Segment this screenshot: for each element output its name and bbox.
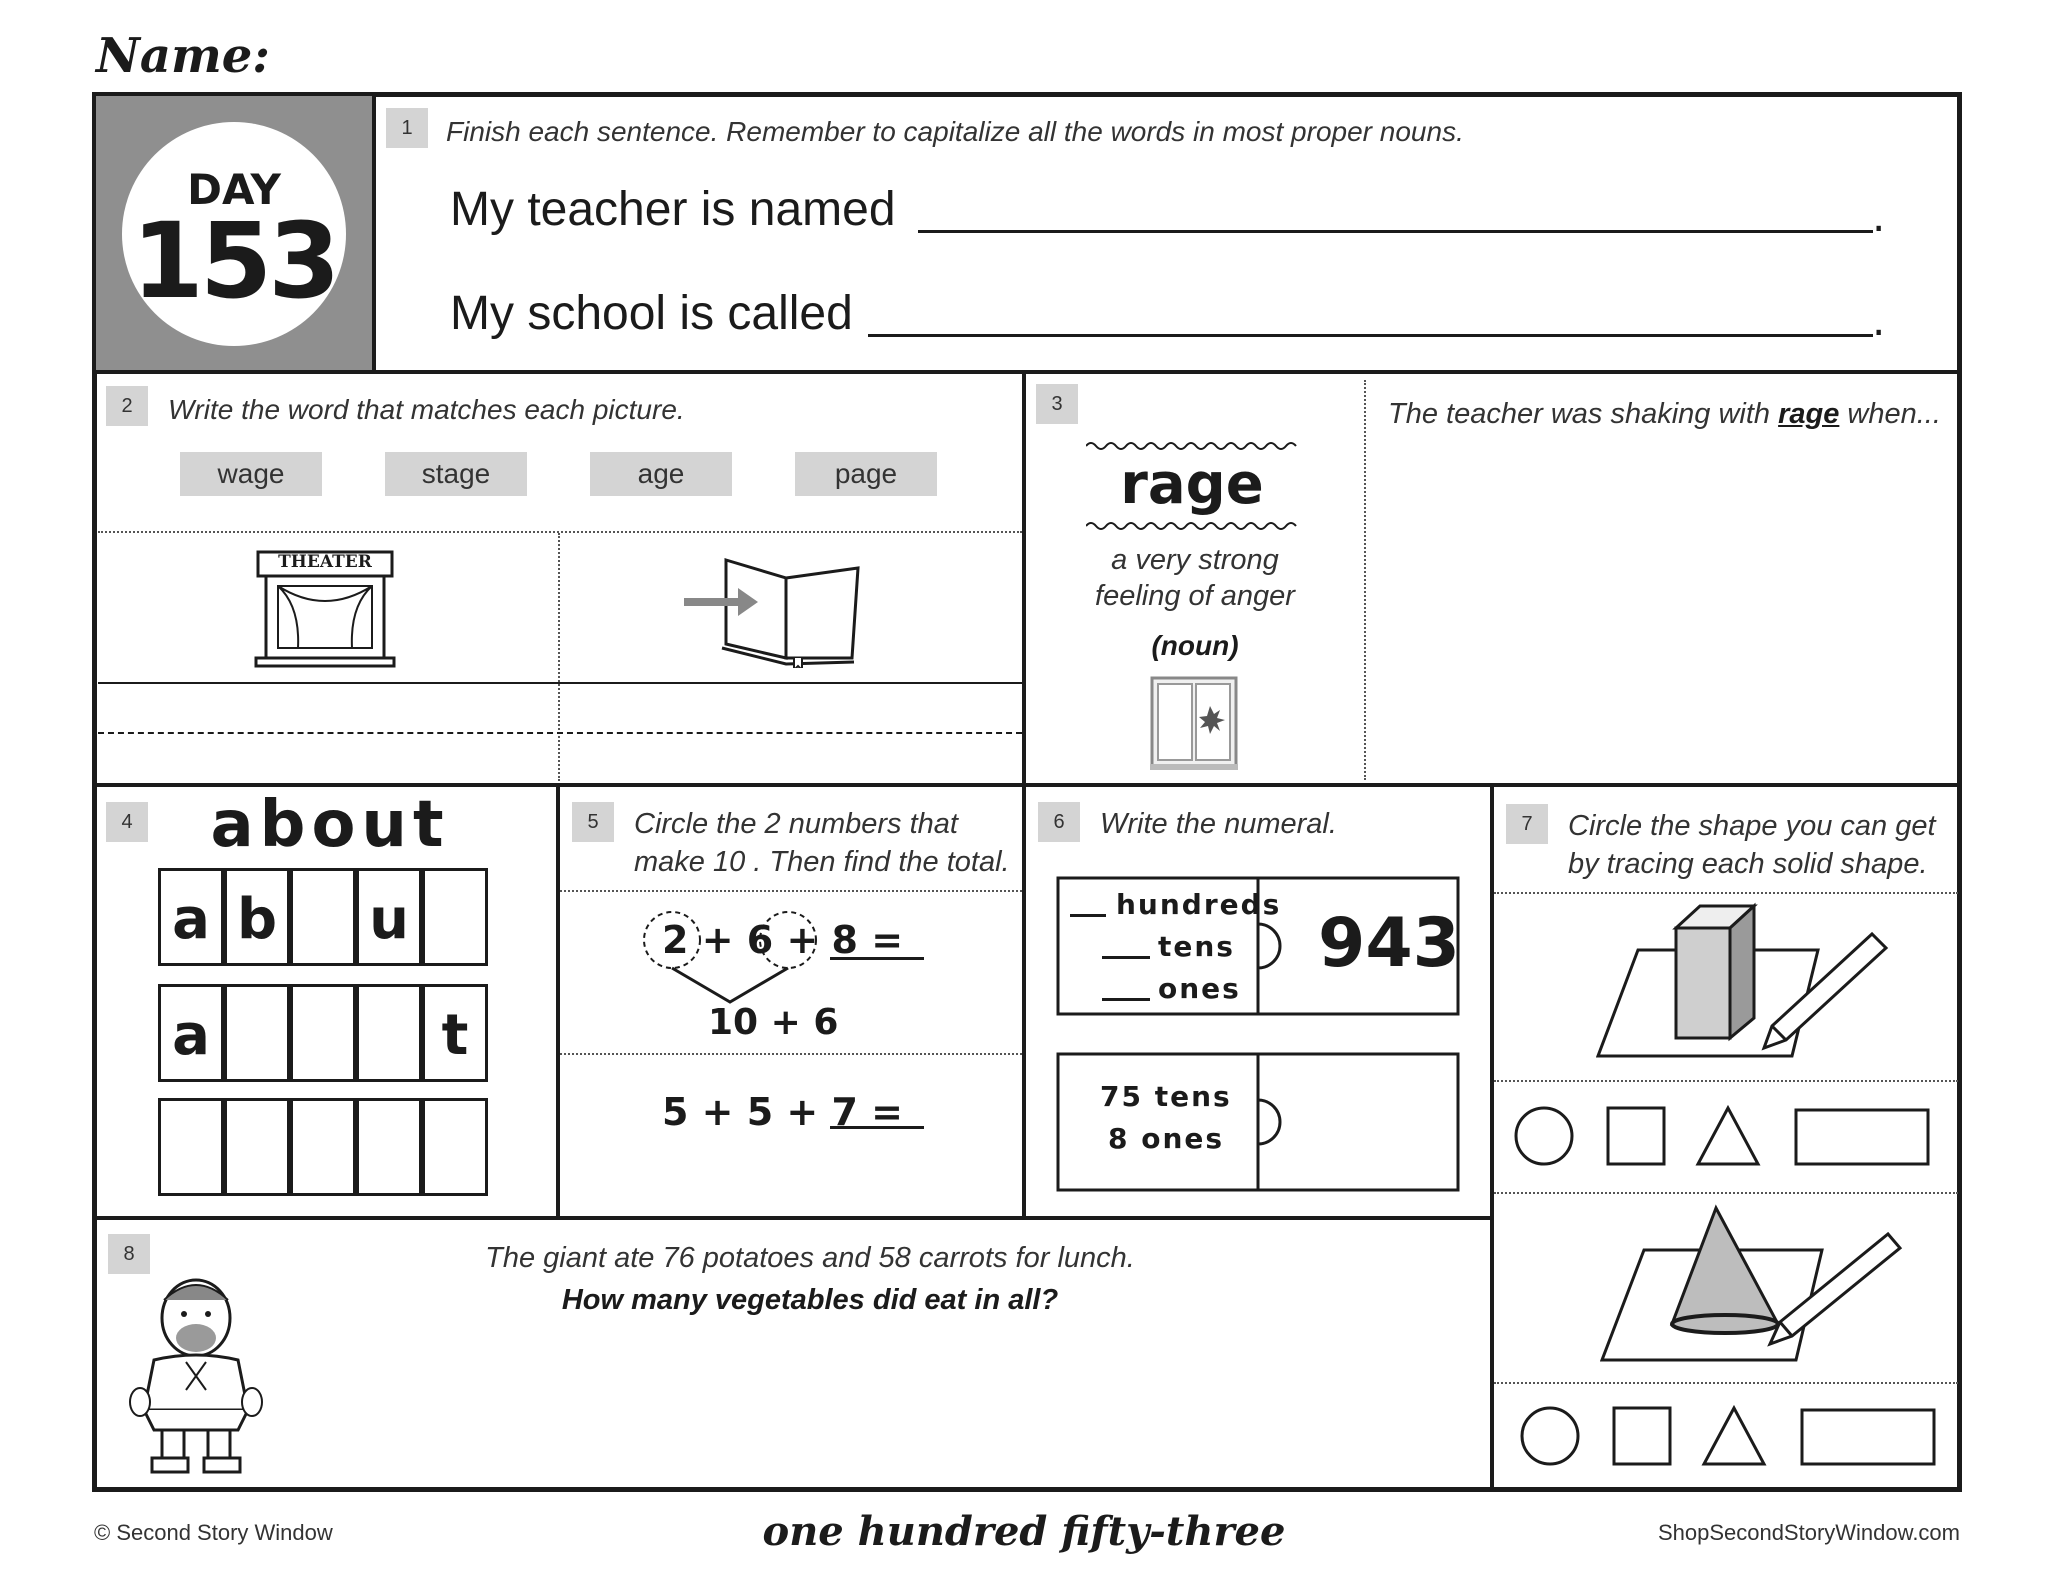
question-number-2: 2 (106, 386, 148, 426)
ones-label: ones (1158, 972, 1241, 1005)
answer-blank-2[interactable] (830, 1126, 924, 1129)
question-number-8: 8 (108, 1234, 150, 1274)
period: . (1872, 192, 1886, 241)
triangle-choice[interactable] (1698, 1108, 1758, 1164)
q6-instruction: Write the numeral. (1100, 808, 1337, 840)
letter-cell[interactable]: t (422, 984, 488, 1082)
rectangle-choice[interactable] (1796, 1110, 1928, 1164)
place-value-tens: 75 tens (1100, 1080, 1232, 1113)
q8-question: How many vegetables did eat in all? (561, 1284, 1059, 1316)
dotted-divider (1494, 1080, 1958, 1082)
question-number-3: 3 (1036, 384, 1078, 424)
giant-picture (124, 1270, 274, 1480)
q7-instruction-line-1: Circle the shape you can get (1568, 810, 1936, 842)
letter-cell[interactable]: u (356, 868, 422, 966)
writing-area[interactable] (1368, 440, 1954, 780)
letter-cell[interactable] (356, 1098, 422, 1196)
q2-instruction: Write the word that matches each picture. (168, 394, 685, 425)
letter-cell[interactable] (224, 1098, 290, 1196)
q8-word-problem: The giant ate 76 potatoes and 58 carrots for lunch. (485, 1242, 1135, 1274)
shop-url[interactable]: ShopSecondStoryWindow.com (1657, 1520, 1960, 1545)
hundreds-label: hundreds (1116, 888, 1282, 921)
letter-cell[interactable] (422, 1098, 488, 1196)
answer-blank-1[interactable] (830, 957, 924, 960)
letter-cell[interactable] (224, 984, 290, 1082)
dotted-divider (1494, 1382, 1958, 1384)
question-number-6: 6 (1038, 802, 1080, 842)
rectangle-choice[interactable] (1802, 1410, 1934, 1464)
divider (96, 1216, 1492, 1220)
answer-top-line (98, 682, 1022, 684)
divider (372, 96, 376, 372)
square-choice[interactable] (1608, 1108, 1664, 1164)
prompt-before: The teacher was shaking with (1388, 398, 1771, 430)
dotted-divider (1364, 380, 1366, 780)
q1-instruction: Finish each sentence. Remember to capitalize all the words in most proper nouns. (446, 116, 1464, 147)
square-choice[interactable] (1614, 1408, 1670, 1464)
day-label: DAY (187, 165, 281, 214)
letter-cell[interactable]: a (158, 868, 224, 966)
letter-cell[interactable] (290, 868, 356, 966)
triangle-choice[interactable] (1704, 1408, 1764, 1464)
page-number-words: one hundred fifty-three (762, 1508, 1286, 1555)
word-chip-wage: wage (180, 452, 322, 496)
number-8[interactable]: 8 (831, 918, 858, 962)
cube-tracing-picture (1596, 898, 1896, 1062)
circle-choice[interactable] (1522, 1408, 1578, 1464)
divider (96, 783, 1958, 787)
divider (556, 785, 560, 1218)
dotted-divider (558, 533, 560, 781)
letter-cell[interactable] (290, 984, 356, 1082)
word-chip-stage: stage (385, 452, 527, 496)
dotted-divider (560, 890, 1022, 892)
equation-2: 5 + 5 + 7 = (662, 1090, 903, 1134)
circle-choice[interactable] (1516, 1108, 1572, 1164)
part-of-speech: (noun) (1151, 630, 1239, 661)
tens-blank[interactable] (1102, 956, 1150, 959)
letter-cell[interactable] (422, 868, 488, 966)
teacher-name-answer-line[interactable] (918, 230, 1873, 233)
spelling-word: about (210, 788, 450, 862)
dotted-divider (1494, 1192, 1958, 1194)
vocab-word: rage (1120, 452, 1264, 517)
prompt-after: when... (1847, 398, 1941, 430)
cone-tracing-picture (1600, 1204, 1912, 1366)
prompt-word: rage (1778, 398, 1840, 430)
plus-sign: + (701, 918, 734, 962)
theater-sign-text: THEATER (278, 552, 372, 572)
hundreds-blank[interactable] (1070, 914, 1106, 917)
period: . (1872, 296, 1886, 345)
day-number: 153 (131, 200, 337, 322)
q1-sentence-school: My school is called (450, 287, 853, 340)
letter-cell[interactable] (290, 1098, 356, 1196)
open-book-picture (682, 548, 868, 668)
question-number-1: 1 (386, 108, 428, 148)
divider (96, 370, 1958, 374)
question-number-4: 4 (106, 802, 148, 842)
q1-sentence-teacher: My teacher is named (450, 183, 896, 236)
writing-prompt (1388, 398, 1941, 431)
dotted-divider (560, 1053, 1022, 1055)
letter-cell[interactable]: a (158, 984, 224, 1082)
dotted-divider (98, 531, 1022, 533)
ones-blank[interactable] (1102, 998, 1150, 1001)
divider (1022, 372, 1026, 1218)
equation-1-hint: 10 + 6 (708, 1002, 839, 1043)
definition-line-1: a very strong (1111, 544, 1279, 576)
shape-choices-1 (1514, 1104, 1934, 1168)
q5-instruction-line-1: Circle the 2 numbers that (634, 808, 958, 840)
word-chip-page: page (795, 452, 937, 496)
word-chip-age: age (590, 452, 732, 496)
definition-line-2: feeling of anger (1095, 580, 1295, 612)
wavy-line-top (1086, 440, 1298, 452)
school-name-answer-line[interactable] (868, 334, 1873, 337)
equation-1 (662, 918, 903, 962)
q7-instruction-line-2: by tracing each solid shape. (1568, 848, 1928, 880)
work-area[interactable] (300, 1330, 1480, 1480)
q5-instruction-line-2: make 10 . Then find the total. (634, 846, 1010, 878)
place-value-ones: 8 ones (1108, 1122, 1225, 1155)
question-number-7: 7 (1506, 804, 1548, 844)
wavy-line-bottom (1086, 520, 1298, 532)
numeral-answer-box[interactable] (1282, 1056, 1452, 1184)
equals-sign: = (871, 918, 904, 962)
numeral-943: 943 (1318, 904, 1460, 983)
tens-label: tens (1158, 930, 1235, 963)
answer-dashed-line[interactable] (98, 732, 1022, 734)
letter-cell[interactable]: b (224, 868, 290, 966)
plus-sign: + (786, 918, 819, 962)
letter-cell[interactable] (158, 1098, 224, 1196)
number-6[interactable]: 6 (746, 918, 774, 962)
copyright: © Second Story Window (94, 1520, 333, 1545)
broken-window-picture (1150, 676, 1238, 772)
dotted-divider (1494, 892, 1958, 894)
letter-cell[interactable] (356, 984, 422, 1082)
name-label: Name: (96, 28, 271, 84)
shape-choices-2 (1520, 1404, 1940, 1468)
question-number-5: 5 (572, 802, 614, 842)
number-2[interactable]: 2 (662, 918, 689, 962)
